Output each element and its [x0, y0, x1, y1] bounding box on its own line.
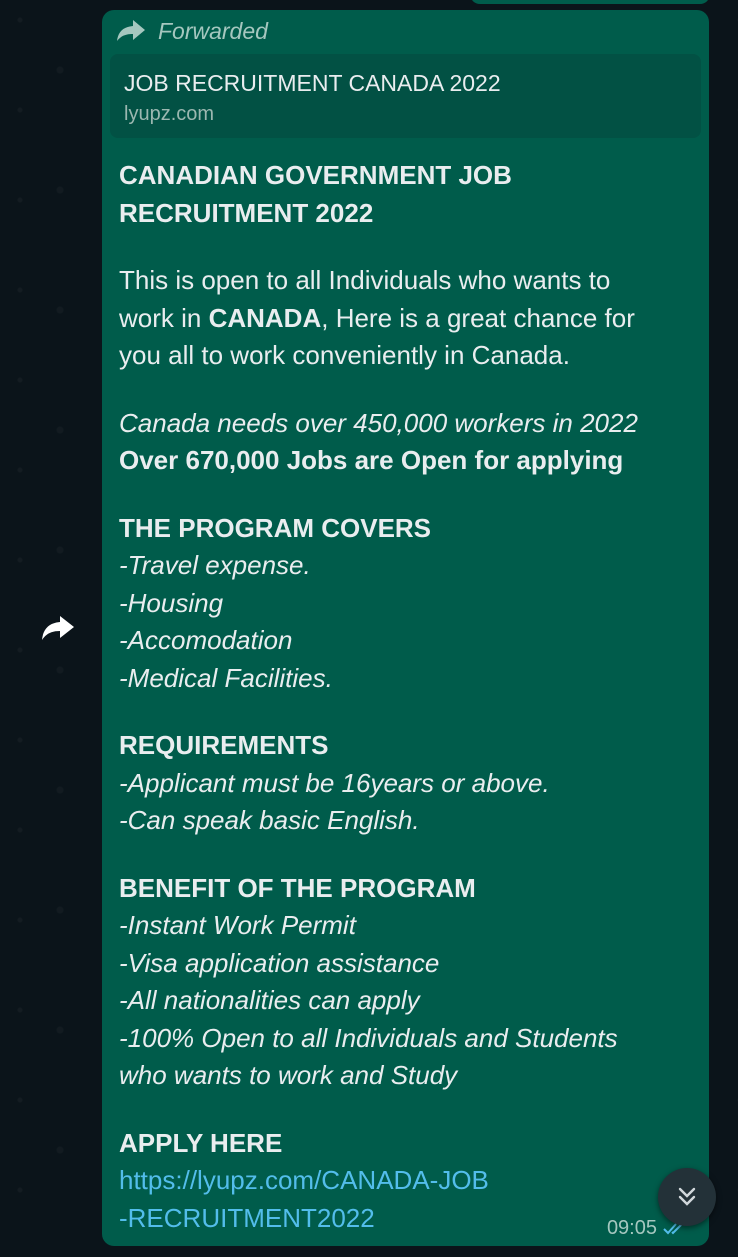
scroll-to-bottom-button[interactable]: [658, 1168, 716, 1226]
forwarded-indicator: [116, 16, 268, 46]
benefits-item: -All nationalities can apply: [119, 985, 420, 1015]
message-heading-line: RECRUITMENT 2022: [119, 197, 374, 228]
benefits-item: who wants to work and Study: [119, 1060, 458, 1090]
apply-link-line: https://lyupz.com/CANADA-JOB: [119, 1165, 489, 1195]
apply-heading: APPLY HERE: [119, 1127, 283, 1158]
requirements-item: -Can speak basic English.: [119, 805, 420, 835]
message-text: [119, 157, 699, 1237]
benefits-item: -100% Open to all Individuals and Students: [119, 1022, 618, 1053]
forward-arrow-icon: [116, 19, 146, 43]
link-preview-domain: lyupz.com: [124, 103, 215, 125]
apply-link-line: -RECRUITMENT2022: [119, 1202, 375, 1233]
forwarded-label: Forwarded: [158, 17, 268, 44]
message-bubble[interactable]: [102, 10, 709, 1246]
program-covers-heading: THE PROGRAM COVERS: [119, 512, 432, 543]
link-preview-title: JOB RECRUITMENT CANADA 2022: [124, 70, 501, 96]
jobs-open-line: Over 670,000 Jobs are Open for applying: [119, 445, 624, 475]
intro-text: work in: [119, 302, 209, 333]
benefits-heading: BENEFIT OF THE PROGRAM: [119, 872, 476, 903]
program-covers-item: -Travel expense.: [119, 550, 311, 580]
intro-line: you all to work conveniently in Canada.: [119, 340, 570, 370]
chevron-double-down-icon: [674, 1184, 700, 1210]
link-preview-card[interactable]: [110, 54, 701, 138]
intro-line: [119, 300, 699, 338]
time-label: 09:05: [606, 1217, 657, 1239]
share-forward-icon: [40, 614, 76, 642]
program-covers-item: -Accomodation: [119, 625, 293, 655]
benefits-item: -Instant Work Permit: [119, 910, 356, 940]
requirements-item: -Applicant must be 16years or above.: [119, 767, 550, 798]
message-heading-line: CANADIAN GOVERNMENT JOB: [119, 160, 512, 190]
intro-line: This is open to all Individuals who wants to: [119, 265, 611, 295]
forward-message-button[interactable]: [36, 608, 80, 648]
intro-bold-country: CANADA: [208, 302, 322, 333]
program-covers-item: -Medical Facilities.: [119, 662, 333, 693]
requirements-heading: REQUIREMENTS: [119, 730, 329, 760]
program-covers-item: -Housing: [119, 587, 224, 618]
previous-message-bubble: [470, 0, 710, 4]
intro-text: , Here is a great chance for: [321, 302, 635, 333]
benefits-item: -Visa application assistance: [119, 947, 440, 978]
workers-needed-line: Canada needs over 450,000 workers in 2022: [119, 407, 638, 438]
